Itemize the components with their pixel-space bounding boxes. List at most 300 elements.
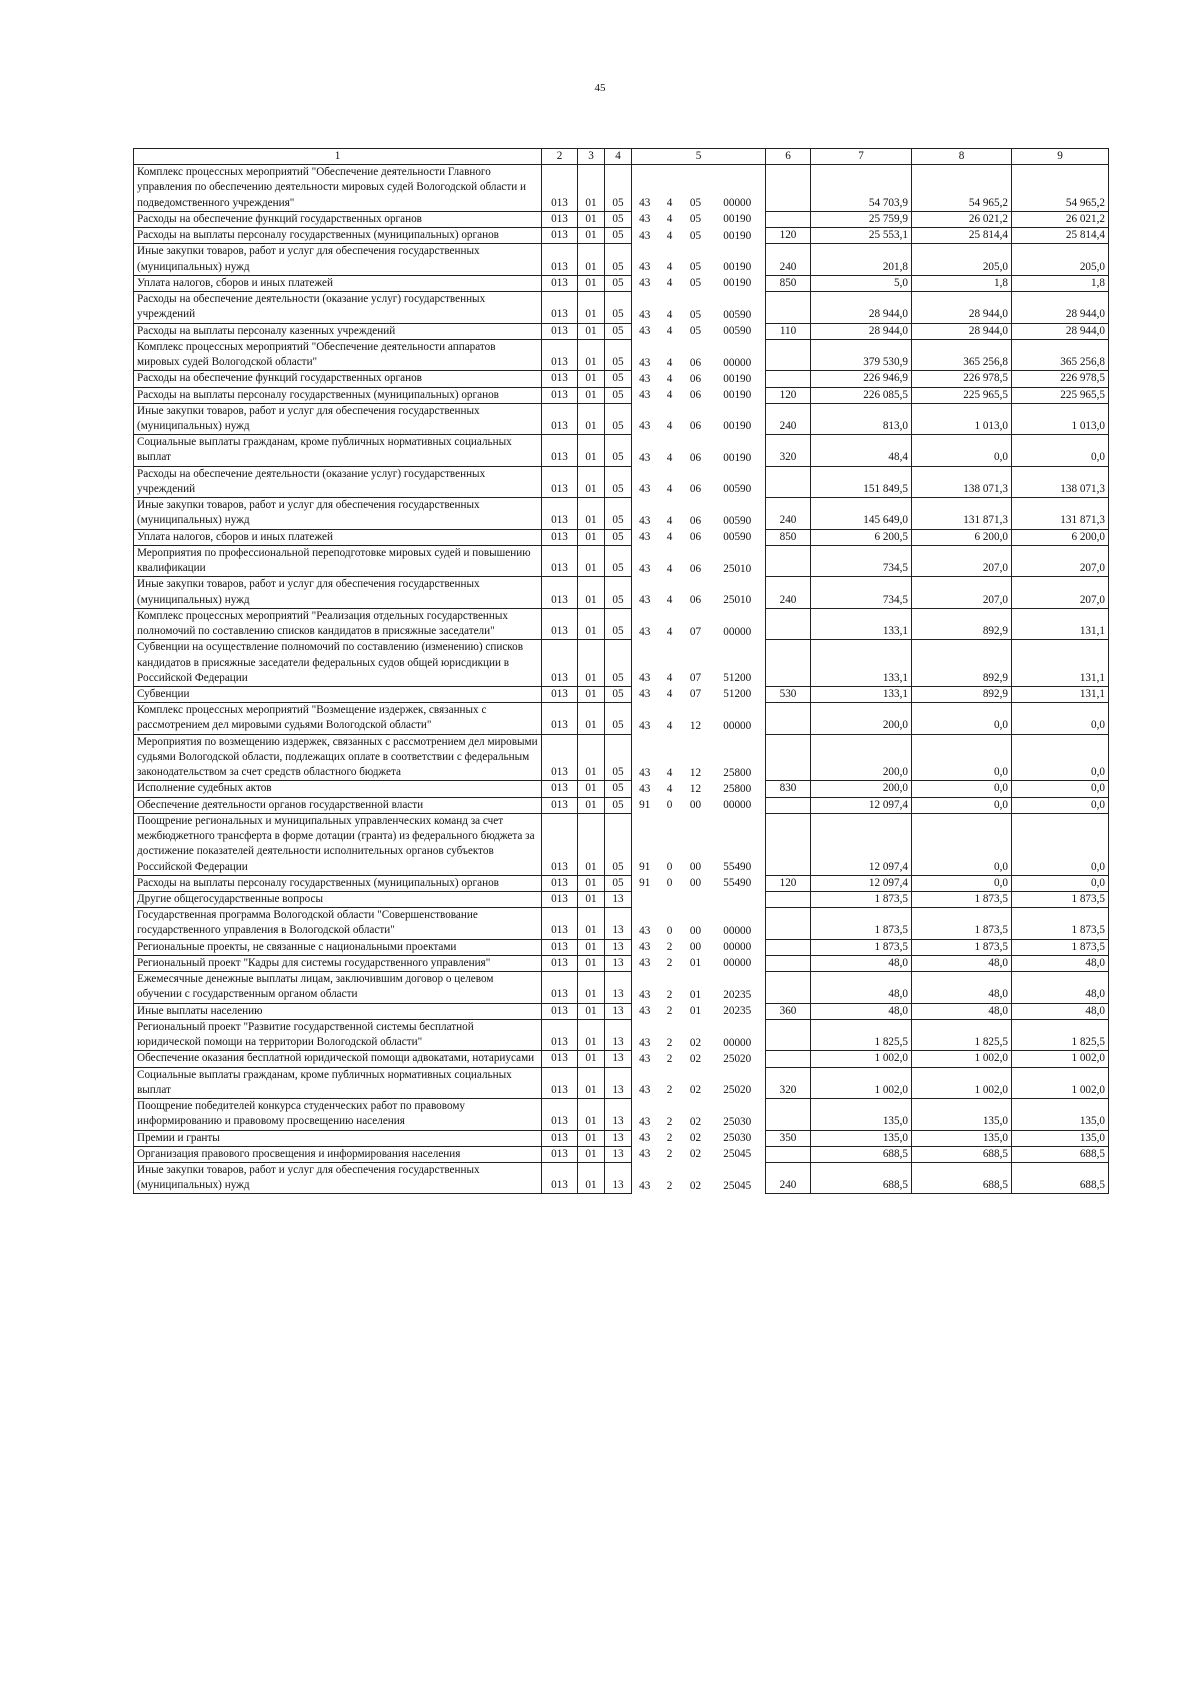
target-type-code-cell: 4 [666, 625, 673, 638]
target-type-code-cell: 0 [666, 861, 673, 874]
amount-year2-cell: 205,0 [912, 244, 1012, 275]
target-type-code-cell: 4 [666, 451, 673, 464]
target-complex-code-cell: 01 [689, 988, 702, 1001]
amount-year1-cell: 200,0 [811, 781, 912, 797]
amount-year2-cell: 1 873,5 [912, 908, 1012, 939]
target-program-code-cell: 43 [632, 1019, 658, 1050]
amount-year1-cell: 200,0 [811, 703, 912, 734]
target-complex-code-cell: 02 [689, 1148, 702, 1161]
amount-year2-cell: 48,0 [912, 972, 1012, 1003]
ministry-code-cell: 013 [542, 734, 578, 781]
expense-type-cell [766, 165, 811, 212]
row-name-cell: Региональные проекты, не связанные с национальными проектами [134, 939, 542, 955]
target-complex-code-cell: 05 [689, 277, 702, 290]
target-complex-code-cell: 00 [689, 799, 702, 812]
row-name-cell: Расходы на обеспечение деятельности (оказание услуг) государственных учреждений [134, 292, 542, 323]
target-program-code-cell: 43 [632, 323, 658, 339]
subsection-code-cell: 05 [605, 387, 632, 403]
table-row [134, 892, 1109, 908]
table-row [134, 529, 1109, 545]
amount-year3-cell: 131 871,3 [1012, 498, 1109, 529]
section-code-cell: 01 [578, 892, 605, 908]
target-direction-code-cell: 00590 [710, 529, 766, 545]
target-type-code-cell: 2 [666, 1036, 673, 1049]
row-name-cell: Комплекс процессных мероприятий "Реализация отдельных государственных полномочий по составлению списков кандидатов в присяжные заседатели" [134, 608, 542, 639]
expense-type-cell: 240 [766, 403, 811, 434]
table-row [134, 275, 1109, 291]
amount-year1-cell: 54 703,9 [811, 165, 912, 212]
target-direction-code-cell: 00190 [710, 403, 766, 434]
amount-year3-cell: 207,0 [1012, 545, 1109, 576]
section-code-cell: 01 [578, 797, 605, 813]
table-row [134, 244, 1109, 275]
expense-type-cell: 240 [766, 498, 811, 529]
section-code-cell: 01 [578, 387, 605, 403]
target-type-code-cell: 2 [666, 1084, 673, 1097]
target-program-code-cell: 43 [632, 292, 658, 323]
amount-year2-cell: 0,0 [912, 875, 1012, 891]
target-type-code-cell: 2 [666, 1179, 673, 1192]
amount-year2-cell: 1 013,0 [912, 403, 1012, 434]
row-name-cell: Исполнение судебных актов [134, 781, 542, 797]
expense-type-cell [766, 1146, 811, 1162]
target-type-code-cell: 4 [666, 766, 673, 779]
amount-year3-cell: 0,0 [1012, 703, 1109, 734]
expense-type-cell [766, 211, 811, 227]
target-direction-code-cell: 00190 [710, 211, 766, 227]
amount-year2-cell: 48,0 [912, 955, 1012, 971]
target-direction-code-cell: 00590 [710, 292, 766, 323]
target-type-code-cell: 4 [666, 531, 673, 544]
amount-year2-cell: 688,5 [912, 1163, 1012, 1194]
row-name-cell: Расходы на обеспечение функций государственных органов [134, 371, 542, 387]
row-name-cell: Региональный проект "Развитие государственной системы бесплатной юридической помощи на территории Вологодской области" [134, 1019, 542, 1050]
subsection-code-cell: 05 [605, 734, 632, 781]
target-direction-code-cell: 25800 [710, 734, 766, 781]
expense-type-cell [766, 1019, 811, 1050]
target-direction-code-cell: 00190 [710, 275, 766, 291]
amount-year2-cell: 0,0 [912, 797, 1012, 813]
row-name-cell: Расходы на выплаты персоналу государственных (муниципальных) органов [134, 875, 542, 891]
subsection-code-cell: 05 [605, 875, 632, 891]
ministry-code-cell: 013 [542, 608, 578, 639]
row-name-cell: Другие общегосударственные вопросы [134, 892, 542, 908]
amount-year1-cell: 734,5 [811, 545, 912, 576]
table-row [134, 1003, 1109, 1019]
ministry-code-cell: 013 [542, 813, 578, 875]
ministry-code-cell: 013 [542, 1019, 578, 1050]
section-code-cell: 01 [578, 781, 605, 797]
row-name-cell: Расходы на выплаты персоналу казенных учреждений [134, 323, 542, 339]
ministry-code-cell: 013 [542, 577, 578, 608]
target-complex-code-cell: 05 [689, 229, 702, 242]
target-type-code-cell: 4 [666, 420, 673, 433]
section-code-cell: 01 [578, 955, 605, 971]
amount-year3-cell: 54 965,2 [1012, 165, 1109, 212]
table-row [134, 939, 1109, 955]
target-program-code-cell: 43 [632, 1130, 658, 1146]
expense-type-cell [766, 734, 811, 781]
amount-year1-cell: 226 946,9 [811, 371, 912, 387]
ministry-code-cell: 013 [542, 892, 578, 908]
amount-year1-cell: 200,0 [811, 734, 912, 781]
ministry-code-cell: 013 [542, 1067, 578, 1098]
row-name-cell: Расходы на выплаты персоналу государственных (муниципальных) органов [134, 228, 542, 244]
target-direction-code-cell: 00000 [710, 703, 766, 734]
table-row [134, 403, 1109, 434]
target-program-code-cell: 43 [632, 371, 658, 387]
target-type-code-cell: 4 [666, 562, 673, 575]
expense-type-cell [766, 640, 811, 687]
expense-type-cell [766, 1099, 811, 1130]
target-program-code-cell: 43 [632, 545, 658, 576]
amount-year1-cell: 28 944,0 [811, 292, 912, 323]
row-name-cell: Социальные выплаты гражданам, кроме публичных нормативных социальных выплат [134, 435, 542, 466]
target-program-code-cell: 43 [632, 165, 658, 212]
row-name-cell: Государственная программа Вологодской области "Совершенствование государственного управления в Вологодской области" [134, 908, 542, 939]
target-direction-code-cell: 25010 [710, 545, 766, 576]
expense-type-cell: 240 [766, 1163, 811, 1194]
row-name-cell: Комплекс процессных мероприятий "Обеспечение деятельности Главного управления по обеспечению деятельности мировых судей Вологодской области и подведомственного учреждения" [134, 165, 542, 212]
table-row [134, 228, 1109, 244]
target-direction-code-cell: 25020 [710, 1067, 766, 1098]
expense-type-cell: 110 [766, 323, 811, 339]
amount-year3-cell: 48,0 [1012, 972, 1109, 1003]
table-body [134, 165, 1109, 1194]
row-name-cell: Комплекс процессных мероприятий "Возмещение издержек, связанных с рассмотрением дел мировыми судьями Вологодской области" [134, 703, 542, 734]
subsection-code-cell: 13 [605, 1003, 632, 1019]
target-complex-code-cell: 06 [689, 514, 702, 527]
row-name-cell: Премии и гранты [134, 1130, 542, 1146]
section-code-cell: 01 [578, 466, 605, 497]
target-direction-code-cell: 00590 [710, 466, 766, 497]
amount-year2-cell: 1 002,0 [912, 1051, 1012, 1067]
target-type-code-cell: 4 [666, 356, 673, 369]
amount-year2-cell: 0,0 [912, 435, 1012, 466]
subsection-code-cell: 05 [605, 403, 632, 434]
row-name-cell: Иные закупки товаров, работ и услуг для обеспечения государственных (муниципальных) нужд [134, 244, 542, 275]
amount-year2-cell: 1 873,5 [912, 892, 1012, 908]
target-complex-code-cell: 05 [689, 213, 702, 226]
amount-year3-cell: 688,5 [1012, 1163, 1109, 1194]
target-type-code-cell [658, 892, 682, 908]
section-code-cell: 01 [578, 734, 605, 781]
target-program-code-cell: 43 [632, 1099, 658, 1130]
row-name-cell: Поощрение региональных и муниципальных управленческих команд за счет межбюджетного трансферта в форме дотации (гранта) из федерального бюджета за достижение показателей деятельности исполнительных органов субъектов Российской Федерации [134, 813, 542, 875]
target-direction-code-cell: 00590 [710, 323, 766, 339]
subsection-code-cell: 05 [605, 608, 632, 639]
ministry-code-cell: 013 [542, 292, 578, 323]
target-program-code-cell: 43 [632, 275, 658, 291]
target-program-code-cell: 43 [632, 466, 658, 497]
amount-year2-cell: 1 873,5 [912, 939, 1012, 955]
subsection-code-cell: 05 [605, 466, 632, 497]
subsection-code-cell: 05 [605, 165, 632, 212]
expense-type-cell: 240 [766, 577, 811, 608]
ministry-code-cell: 013 [542, 1051, 578, 1067]
target-program-code-cell: 91 [632, 875, 658, 891]
target-complex-code-cell: 06 [689, 451, 702, 464]
column-header: 1 [134, 149, 542, 165]
amount-year2-cell: 28 944,0 [912, 292, 1012, 323]
table-row [134, 608, 1109, 639]
table-row [134, 1067, 1109, 1098]
section-code-cell: 01 [578, 244, 605, 275]
target-program-code-cell: 43 [632, 435, 658, 466]
target-complex-code-cell: 05 [689, 325, 702, 338]
row-name-cell: Уплата налогов, сборов и иных платежей [134, 529, 542, 545]
target-program-code-cell: 43 [632, 955, 658, 971]
amount-year1-cell: 25 553,1 [811, 228, 912, 244]
section-code-cell: 01 [578, 498, 605, 529]
target-direction-code-cell: 25010 [710, 577, 766, 608]
target-direction-code-cell: 00000 [710, 1019, 766, 1050]
amount-year1-cell: 1 002,0 [811, 1067, 912, 1098]
amount-year2-cell: 225 965,5 [912, 387, 1012, 403]
row-name-cell: Ежемесячные денежные выплаты лицам, заключившим договор о целевом обучении с государственным органом области [134, 972, 542, 1003]
section-code-cell: 01 [578, 1051, 605, 1067]
amount-year2-cell: 135,0 [912, 1130, 1012, 1146]
section-code-cell: 01 [578, 686, 605, 702]
column-header: 3 [578, 149, 605, 165]
section-code-cell: 01 [578, 577, 605, 608]
table-row [134, 1163, 1109, 1194]
table-row [134, 972, 1109, 1003]
target-type-code-cell: 4 [666, 229, 673, 242]
subsection-code-cell: 05 [605, 292, 632, 323]
amount-year2-cell: 6 200,0 [912, 529, 1012, 545]
row-name-cell: Иные закупки товаров, работ и услуг для обеспечения государственных (муниципальных) нужд [134, 403, 542, 434]
target-type-code-cell: 4 [666, 277, 673, 290]
ministry-code-cell: 013 [542, 939, 578, 955]
ministry-code-cell: 013 [542, 371, 578, 387]
amount-year1-cell: 135,0 [811, 1099, 912, 1130]
target-type-code-cell: 4 [666, 308, 673, 321]
amount-year1-cell: 688,5 [811, 1163, 912, 1194]
amount-year3-cell: 1 825,5 [1012, 1019, 1109, 1050]
subsection-code-cell: 05 [605, 323, 632, 339]
table-row [134, 875, 1109, 891]
section-code-cell: 01 [578, 908, 605, 939]
expense-type-cell [766, 1051, 811, 1067]
amount-year1-cell: 1 873,5 [811, 908, 912, 939]
amount-year3-cell: 0,0 [1012, 781, 1109, 797]
expense-type-cell: 120 [766, 387, 811, 403]
subsection-code-cell: 05 [605, 244, 632, 275]
ministry-code-cell: 013 [542, 529, 578, 545]
ministry-code-cell: 013 [542, 545, 578, 576]
table-row [134, 435, 1109, 466]
amount-year1-cell: 813,0 [811, 403, 912, 434]
expense-type-cell [766, 371, 811, 387]
amount-year3-cell: 1 002,0 [1012, 1067, 1109, 1098]
amount-year3-cell: 48,0 [1012, 955, 1109, 971]
expense-type-cell: 320 [766, 1067, 811, 1098]
target-direction-code-cell: 51200 [710, 640, 766, 687]
target-type-code-cell: 4 [666, 261, 673, 274]
table-row [134, 797, 1109, 813]
amount-year2-cell: 207,0 [912, 577, 1012, 608]
target-direction-code-cell [710, 892, 766, 908]
expense-type-cell [766, 908, 811, 939]
target-type-code-cell: 4 [666, 782, 673, 795]
subsection-code-cell: 05 [605, 781, 632, 797]
target-direction-code-cell: 00190 [710, 435, 766, 466]
table-row [134, 686, 1109, 702]
ministry-code-cell: 013 [542, 228, 578, 244]
ministry-code-cell: 013 [542, 640, 578, 687]
table-row [134, 1130, 1109, 1146]
target-type-code-cell: 4 [666, 197, 673, 210]
ministry-code-cell: 013 [542, 972, 578, 1003]
amount-year2-cell: 892,9 [912, 640, 1012, 687]
subsection-code-cell: 05 [605, 797, 632, 813]
amount-year2-cell: 892,9 [912, 686, 1012, 702]
section-code-cell: 01 [578, 608, 605, 639]
target-direction-code-cell: 25045 [710, 1146, 766, 1162]
expense-type-cell: 360 [766, 1003, 811, 1019]
target-complex-code-cell: 05 [689, 261, 702, 274]
expense-type-cell [766, 608, 811, 639]
target-complex-code-cell: 05 [689, 197, 702, 210]
amount-year1-cell: 133,1 [811, 686, 912, 702]
target-type-code-cell: 0 [666, 799, 673, 812]
target-complex-code-cell: 06 [689, 594, 702, 607]
ministry-code-cell: 013 [542, 435, 578, 466]
row-name-cell: Мероприятия по профессиональной переподготовке мировых судей и повышению квалификации [134, 545, 542, 576]
section-code-cell: 01 [578, 813, 605, 875]
target-program-code-cell: 91 [632, 813, 658, 875]
target-program-code-cell: 43 [632, 1067, 658, 1098]
amount-year3-cell: 6 200,0 [1012, 529, 1109, 545]
row-name-cell: Расходы на выплаты персоналу государственных (муниципальных) органов [134, 387, 542, 403]
subsection-code-cell: 13 [605, 892, 632, 908]
target-program-code-cell: 43 [632, 972, 658, 1003]
ministry-code-cell: 013 [542, 1003, 578, 1019]
amount-year3-cell: 26 021,2 [1012, 211, 1109, 227]
amount-year1-cell: 12 097,4 [811, 875, 912, 891]
amount-year3-cell: 25 814,4 [1012, 228, 1109, 244]
amount-year3-cell: 226 978,5 [1012, 371, 1109, 387]
target-type-code-cell: 2 [666, 1005, 673, 1018]
ministry-code-cell: 013 [542, 955, 578, 971]
ministry-code-cell: 013 [542, 339, 578, 370]
table-row [134, 339, 1109, 370]
section-code-cell: 01 [578, 703, 605, 734]
amount-year3-cell: 131,1 [1012, 640, 1109, 687]
subsection-code-cell: 13 [605, 972, 632, 1003]
section-code-cell: 01 [578, 972, 605, 1003]
target-complex-code-cell: 02 [689, 1036, 702, 1049]
target-direction-code-cell: 25030 [710, 1130, 766, 1146]
amount-year1-cell: 734,5 [811, 577, 912, 608]
ministry-code-cell: 013 [542, 323, 578, 339]
table-row [134, 813, 1109, 875]
target-direction-code-cell: 00190 [710, 371, 766, 387]
section-code-cell: 01 [578, 165, 605, 212]
amount-year1-cell: 1 825,5 [811, 1019, 912, 1050]
ministry-code-cell: 013 [542, 1099, 578, 1130]
subsection-code-cell: 05 [605, 498, 632, 529]
subsection-code-cell: 05 [605, 545, 632, 576]
expense-type-cell: 850 [766, 275, 811, 291]
target-type-code-cell: 0 [666, 924, 673, 937]
expense-type-cell [766, 545, 811, 576]
table-row [134, 498, 1109, 529]
target-type-code-cell: 4 [666, 514, 673, 527]
amount-year1-cell: 12 097,4 [811, 813, 912, 875]
table-row [134, 640, 1109, 687]
target-complex-code-cell: 07 [689, 625, 702, 638]
table-row [134, 1099, 1109, 1130]
ministry-code-cell: 013 [542, 387, 578, 403]
table-row [134, 211, 1109, 227]
target-complex-code-cell: 02 [689, 1115, 702, 1128]
expense-type-cell: 530 [766, 686, 811, 702]
target-program-code-cell: 43 [632, 939, 658, 955]
table-row [134, 734, 1109, 781]
section-code-cell: 01 [578, 1003, 605, 1019]
row-name-cell: Организация правового просвещения и информирования населения [134, 1146, 542, 1162]
table-row [134, 387, 1109, 403]
target-program-code-cell: 43 [632, 529, 658, 545]
row-name-cell: Комплекс процессных мероприятий "Обеспечение деятельности аппаратов мировых судей Вологодской области" [134, 339, 542, 370]
table-row [134, 955, 1109, 971]
target-complex-code-cell: 06 [689, 356, 702, 369]
target-program-code-cell: 43 [632, 908, 658, 939]
ministry-code-cell: 013 [542, 703, 578, 734]
section-code-cell: 01 [578, 435, 605, 466]
subsection-code-cell: 13 [605, 1067, 632, 1098]
ministry-code-cell: 013 [542, 686, 578, 702]
column-header: 7 [811, 149, 912, 165]
target-direction-code-cell: 00590 [710, 498, 766, 529]
table-row [134, 1051, 1109, 1067]
target-type-code-cell: 2 [666, 1132, 673, 1145]
subsection-code-cell: 13 [605, 1146, 632, 1162]
target-complex-code-cell: 02 [689, 1052, 702, 1065]
section-code-cell: 01 [578, 403, 605, 434]
target-direction-code-cell: 00000 [710, 165, 766, 212]
ministry-code-cell: 013 [542, 244, 578, 275]
section-code-cell: 01 [578, 228, 605, 244]
amount-year1-cell: 1 873,5 [811, 939, 912, 955]
target-type-code-cell: 4 [666, 688, 673, 701]
amount-year3-cell: 688,5 [1012, 1146, 1109, 1162]
expense-type-cell [766, 292, 811, 323]
amount-year1-cell: 226 085,5 [811, 387, 912, 403]
target-direction-code-cell: 00000 [710, 908, 766, 939]
amount-year3-cell: 1 873,5 [1012, 908, 1109, 939]
target-program-code-cell: 43 [632, 244, 658, 275]
ministry-code-cell: 013 [542, 908, 578, 939]
amount-year2-cell: 28 944,0 [912, 323, 1012, 339]
section-code-cell: 01 [578, 371, 605, 387]
table-row [134, 165, 1109, 212]
subsection-code-cell: 13 [605, 1130, 632, 1146]
target-type-code-cell: 4 [666, 213, 673, 226]
row-name-cell: Уплата налогов, сборов и иных платежей [134, 275, 542, 291]
expense-type-cell [766, 939, 811, 955]
table-row [134, 1146, 1109, 1162]
target-program-code-cell [632, 892, 658, 908]
amount-year2-cell: 0,0 [912, 734, 1012, 781]
target-complex-code-cell: 00 [689, 861, 702, 874]
target-direction-code-cell: 00190 [710, 244, 766, 275]
amount-year2-cell: 1 825,5 [912, 1019, 1012, 1050]
section-code-cell: 01 [578, 1130, 605, 1146]
subsection-code-cell: 13 [605, 1019, 632, 1050]
